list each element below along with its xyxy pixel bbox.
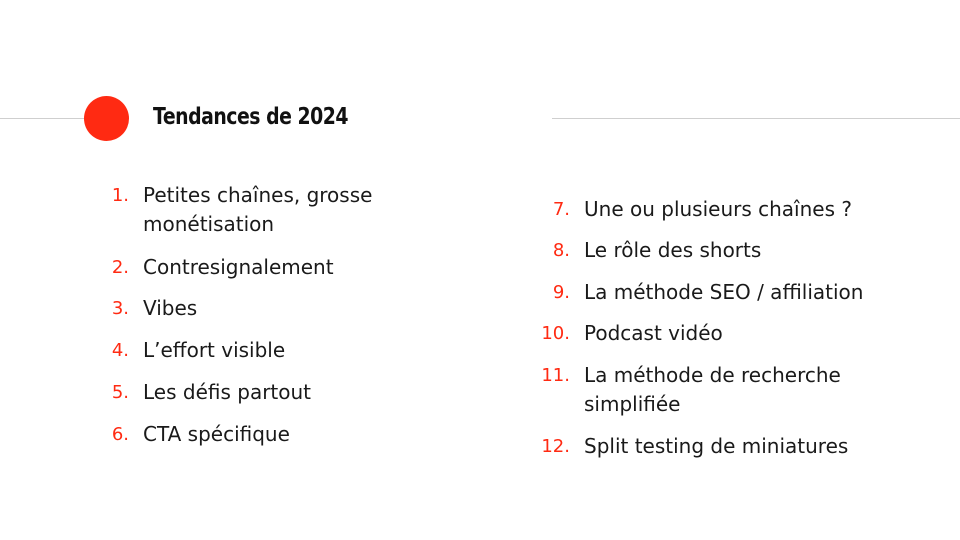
list-item: [552, 236, 762, 265]
list-text: La méthode de recherche: [584, 363, 841, 387]
list-text: CTA spécifique: [143, 422, 290, 446]
list-number: 6.: [111, 424, 129, 445]
list-item: [111, 253, 334, 282]
accent-circle: [84, 96, 129, 141]
list-item: [541, 319, 723, 348]
list-item: [111, 294, 198, 323]
list-number: 9.: [552, 282, 570, 303]
list-text: La méthode SEO / affiliation: [584, 280, 864, 304]
list-text: Split testing de miniatures: [584, 434, 849, 458]
list-text-continued: monétisation: [143, 212, 275, 236]
list-number: 2.: [111, 257, 129, 278]
slide-title: Tendances de 2024: [153, 104, 348, 130]
divider-left: [0, 118, 86, 119]
divider-right: [552, 118, 960, 119]
list-text: Vibes: [143, 296, 198, 320]
list-number: 7.: [552, 199, 570, 220]
list-text: Contresignalement: [143, 255, 334, 279]
list-item: [111, 181, 373, 239]
list-text-continued: simplifiée: [584, 392, 681, 416]
list-number: 10.: [541, 323, 570, 344]
list-number: 5.: [111, 382, 129, 403]
list-text: Le rôle des shorts: [584, 238, 762, 262]
list-item: [552, 278, 864, 307]
list-item: [541, 432, 849, 461]
list-text: Petites chaînes, grosse: [143, 183, 373, 207]
list-text: Les défis partout: [143, 380, 312, 404]
list-item: [541, 361, 841, 419]
list-item: [111, 336, 286, 365]
list-number: 3.: [111, 298, 129, 319]
list-text: L’effort visible: [143, 338, 286, 362]
list-text: Podcast vidéo: [584, 321, 723, 345]
list-number: 12.: [541, 436, 570, 457]
list-number: 11.: [541, 365, 570, 386]
list-item: [552, 195, 852, 224]
list-item: [111, 378, 312, 407]
list-number: 1.: [111, 185, 129, 206]
list-number: 4.: [111, 340, 129, 361]
list-text: Une ou plusieurs chaînes ?: [584, 197, 852, 221]
list-number: 8.: [552, 240, 570, 261]
list-item: [111, 420, 290, 449]
